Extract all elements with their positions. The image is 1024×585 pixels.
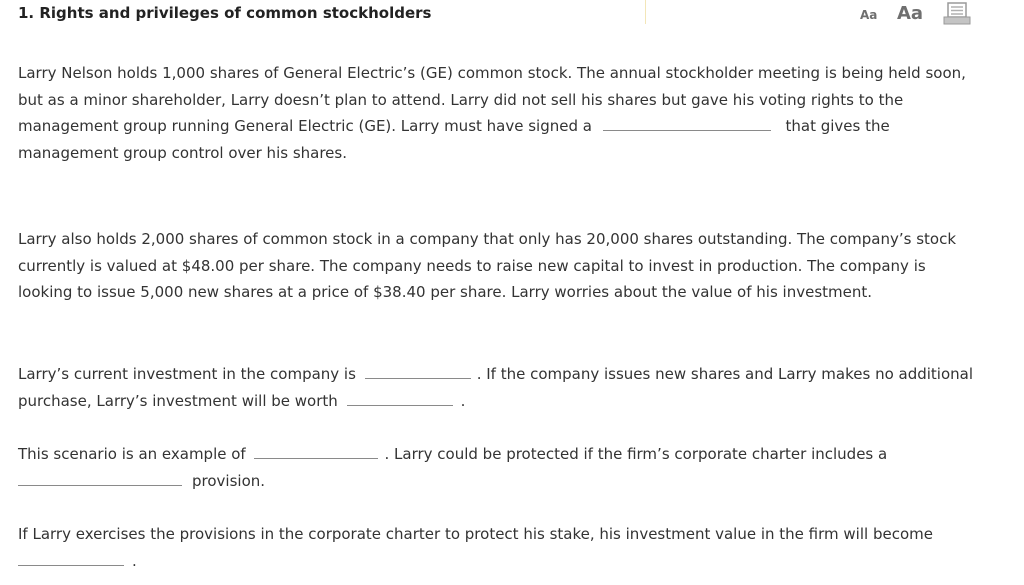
paragraph-scenario — [18, 441, 978, 494]
p3-text-a: Larry’s current investment in the company is — [18, 365, 356, 383]
protected-value-blank[interactable] — [18, 564, 124, 566]
new-investment-blank[interactable] — [347, 404, 453, 406]
header-divider — [645, 0, 646, 24]
p2-text: Larry also holds 2,000 shares of common stock in a company that only has 20,000 shares outstanding. The company’s stock currently is valued at $48.00 per share. The company needs to raise new capital to invest in production. The company is looking to issue 5,000 new shares at a price of $38.40 per share. Larry worries about the value of his investment. — [18, 230, 957, 301]
p4-text-c: provision. — [192, 471, 266, 490]
question-title: 1. Rights and privileges of common stockholders — [18, 4, 432, 22]
p4-text-b: . Larry could be protected if the firm’s corporate charter includes a — [384, 445, 888, 463]
p5-text-b: . — [132, 551, 137, 570]
p1-text-b: that gives the management group control over his shares. — [18, 117, 890, 162]
paragraph-investment — [18, 361, 978, 414]
p3-text-b: . If the company issues new shares and Larry makes no additional purchase, Larry’s investment will be worth — [18, 365, 974, 410]
print-icon[interactable] — [942, 2, 972, 26]
p5-text-a: If Larry exercises the provisions in the corporate charter to protect his stake, his investment value in the firm will become — [18, 525, 933, 543]
font-size-large-button[interactable]: Aa — [897, 3, 924, 24]
p1-text-a: Larry Nelson holds 1,000 shares of General Electric’s (GE) common stock. The annual stockholder meeting is being held soon, but as a minor shareholder, Larry doesn’t plan to attend. Larry did not sell his shares but gave his voting rights to the management group running General Electric (GE). Larry must have signed a — [18, 64, 966, 135]
font-size-small-button[interactable]: Aa — [860, 8, 878, 22]
proxy-answer-blank[interactable] — [603, 129, 771, 131]
p3-text-c: . — [460, 391, 466, 410]
current-investment-blank[interactable] — [365, 377, 471, 379]
charter-provision-blank[interactable] — [18, 484, 182, 486]
scenario-blank[interactable] — [254, 457, 378, 459]
paragraph-protection — [18, 521, 978, 574]
paragraph-dilution — [18, 226, 978, 306]
paragraph-proxy — [18, 60, 978, 166]
p4-text-a: This scenario is an example of — [18, 445, 246, 463]
